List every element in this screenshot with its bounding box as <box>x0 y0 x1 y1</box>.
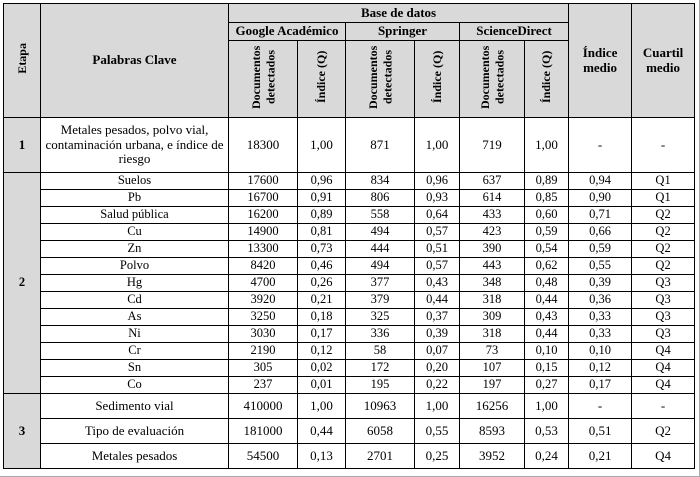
value-cell: 1,00 <box>415 118 460 173</box>
value-cell: 8593 <box>460 419 525 444</box>
value-cell: Q4 <box>632 360 695 377</box>
value-cell: 0,66 <box>569 224 632 241</box>
keyword-cell: Salud pública <box>41 207 229 224</box>
value-cell: 0,89 <box>298 207 346 224</box>
value-cell: 834 <box>346 173 415 190</box>
keywords-database-table <box>3 3 695 469</box>
value-cell: 0,94 <box>569 173 632 190</box>
value-cell: 0,55 <box>569 258 632 275</box>
table-row <box>4 207 695 224</box>
header-ga-indice: Índice (Q) <box>298 41 346 118</box>
value-cell: 18300 <box>229 118 298 173</box>
value-cell: 0,22 <box>415 377 460 394</box>
table-row <box>4 377 695 394</box>
value-cell: 0,26 <box>298 275 346 292</box>
value-cell: 107 <box>460 360 525 377</box>
value-cell: 0,46 <box>298 258 346 275</box>
value-cell: 181000 <box>229 419 298 444</box>
value-cell: 423 <box>460 224 525 241</box>
value-cell: 0,13 <box>298 444 346 469</box>
value-cell: 0,57 <box>415 258 460 275</box>
keyword-cell: Cd <box>41 292 229 309</box>
keyword-cell: Suelos <box>41 173 229 190</box>
table-row <box>4 241 695 258</box>
value-cell: 0,64 <box>415 207 460 224</box>
value-cell: 1,00 <box>298 394 346 419</box>
value-cell: 871 <box>346 118 415 173</box>
etapa-cell: 3 <box>4 394 41 469</box>
value-cell: 410000 <box>229 394 298 419</box>
value-cell: 614 <box>460 190 525 207</box>
value-cell: 0,17 <box>569 377 632 394</box>
etapa-cell: 1 <box>4 118 41 173</box>
table-row <box>4 258 695 275</box>
value-cell: 0,27 <box>525 377 569 394</box>
value-cell: 0,81 <box>298 224 346 241</box>
keyword-cell: Cr <box>41 343 229 360</box>
value-cell: 0,33 <box>569 326 632 343</box>
header-sp-documentos: Documentos detectados <box>346 41 415 118</box>
value-cell: 0,39 <box>569 275 632 292</box>
table-row <box>4 343 695 360</box>
value-cell: - <box>632 394 695 419</box>
value-cell: 195 <box>346 377 415 394</box>
value-cell: 8420 <box>229 258 298 275</box>
table-row <box>4 444 695 469</box>
value-cell: 0,44 <box>525 292 569 309</box>
value-cell: 0,93 <box>415 190 460 207</box>
table-row <box>4 275 695 292</box>
value-cell: 0,57 <box>415 224 460 241</box>
value-cell: 637 <box>460 173 525 190</box>
header-indice-medio: Índice medio <box>569 4 632 118</box>
value-cell: Q4 <box>632 343 695 360</box>
value-cell: Q2 <box>632 419 695 444</box>
value-cell: 0,10 <box>525 343 569 360</box>
value-cell: 0,96 <box>298 173 346 190</box>
value-cell: 0,85 <box>525 190 569 207</box>
table-row <box>4 309 695 326</box>
value-cell: 0,01 <box>298 377 346 394</box>
value-cell: 172 <box>346 360 415 377</box>
value-cell: 1,00 <box>298 118 346 173</box>
value-cell: 305 <box>229 360 298 377</box>
value-cell: 3952 <box>460 444 525 469</box>
keyword-cell: Pb <box>41 190 229 207</box>
value-cell: 3250 <box>229 309 298 326</box>
value-cell: 10963 <box>346 394 415 419</box>
value-cell: 58 <box>346 343 415 360</box>
value-cell: 73 <box>460 343 525 360</box>
value-cell: 1,00 <box>525 394 569 419</box>
value-cell: 719 <box>460 118 525 173</box>
value-cell: 17600 <box>229 173 298 190</box>
value-cell: 0,20 <box>415 360 460 377</box>
value-cell: 0,10 <box>569 343 632 360</box>
value-cell: 0,91 <box>298 190 346 207</box>
value-cell: 433 <box>460 207 525 224</box>
value-cell: 0,51 <box>569 419 632 444</box>
value-cell: 0,73 <box>298 241 346 258</box>
value-cell: 0,89 <box>525 173 569 190</box>
header-sd-indice: Índice (Q) <box>525 41 569 118</box>
value-cell: 0,43 <box>525 309 569 326</box>
value-cell: 379 <box>346 292 415 309</box>
value-cell: 197 <box>460 377 525 394</box>
keyword-cell: Sn <box>41 360 229 377</box>
value-cell: 0,60 <box>525 207 569 224</box>
value-cell: 390 <box>460 241 525 258</box>
value-cell: - <box>569 118 632 173</box>
value-cell: Q3 <box>632 292 695 309</box>
header-ga-documentos: Documentos detectados <box>229 41 298 118</box>
value-cell: Q2 <box>632 207 695 224</box>
header-db-google-academico: Google Académico <box>229 23 346 41</box>
value-cell: 2190 <box>229 343 298 360</box>
value-cell: 0,39 <box>415 326 460 343</box>
value-cell: Q3 <box>632 309 695 326</box>
value-cell: Q3 <box>632 326 695 343</box>
value-cell: 14900 <box>229 224 298 241</box>
value-cell: - <box>632 118 695 173</box>
value-cell: 1,00 <box>525 118 569 173</box>
value-cell: 1,00 <box>415 394 460 419</box>
keyword-cell: Metales pesados <box>41 444 229 469</box>
table-row <box>4 326 695 343</box>
value-cell: 336 <box>346 326 415 343</box>
value-cell: 0,53 <box>525 419 569 444</box>
keyword-cell: Metales pesados, polvo vial, contaminación urbana, e índice de riesgo <box>41 118 229 173</box>
value-cell: 0,48 <box>525 275 569 292</box>
value-cell: 558 <box>346 207 415 224</box>
value-cell: 0,36 <box>569 292 632 309</box>
value-cell: 377 <box>346 275 415 292</box>
value-cell: 0,71 <box>569 207 632 224</box>
value-cell: 0,02 <box>298 360 346 377</box>
table-row <box>4 394 695 419</box>
table-row <box>4 360 695 377</box>
value-cell: 0,59 <box>525 224 569 241</box>
table-row <box>4 173 695 190</box>
header-palabras-clave: Palabras Clave <box>41 4 229 118</box>
value-cell: 494 <box>346 258 415 275</box>
table-row <box>4 190 695 207</box>
table-header <box>4 4 695 118</box>
value-cell: 2701 <box>346 444 415 469</box>
value-cell: 444 <box>346 241 415 258</box>
etapa-cell: 2 <box>4 173 41 394</box>
value-cell: 0,44 <box>415 292 460 309</box>
value-cell: 0,33 <box>569 309 632 326</box>
value-cell: 494 <box>346 224 415 241</box>
value-cell: 3920 <box>229 292 298 309</box>
value-cell: Q1 <box>632 173 695 190</box>
table-row <box>4 419 695 444</box>
value-cell: 0,59 <box>569 241 632 258</box>
value-cell: 0,44 <box>525 326 569 343</box>
header-cuartil-medio: Cuartil medio <box>632 4 695 118</box>
value-cell: 309 <box>460 309 525 326</box>
value-cell: 0,24 <box>525 444 569 469</box>
value-cell: Q2 <box>632 224 695 241</box>
header-etapa <box>4 4 41 118</box>
value-cell: 325 <box>346 309 415 326</box>
value-cell: 806 <box>346 190 415 207</box>
value-cell: Q4 <box>632 377 695 394</box>
keyword-cell: As <box>41 309 229 326</box>
value-cell: Q3 <box>632 275 695 292</box>
value-cell: 0,18 <box>298 309 346 326</box>
value-cell: 0,54 <box>525 241 569 258</box>
value-cell: 0,21 <box>298 292 346 309</box>
value-cell: Q2 <box>632 258 695 275</box>
header-sd-documentos: Documentos detectados <box>460 41 525 118</box>
value-cell: 0,43 <box>415 275 460 292</box>
value-cell: 0,44 <box>298 419 346 444</box>
value-cell: Q2 <box>632 241 695 258</box>
keyword-cell: Hg <box>41 275 229 292</box>
value-cell: 318 <box>460 292 525 309</box>
table-row <box>4 224 695 241</box>
value-cell: 0,21 <box>569 444 632 469</box>
keyword-cell: Tipo de evaluación <box>41 419 229 444</box>
keyword-cell: Zn <box>41 241 229 258</box>
value-cell: 16700 <box>229 190 298 207</box>
keyword-cell: Ni <box>41 326 229 343</box>
value-cell: 0,37 <box>415 309 460 326</box>
value-cell: 348 <box>460 275 525 292</box>
value-cell: 3030 <box>229 326 298 343</box>
value-cell: 0,12 <box>569 360 632 377</box>
header-db-sciencedirect: ScienceDirect <box>460 23 569 41</box>
value-cell: 0,90 <box>569 190 632 207</box>
value-cell: 443 <box>460 258 525 275</box>
header-db-springer: Springer <box>346 23 460 41</box>
keyword-cell: Sedimento vial <box>41 394 229 419</box>
value-cell: 318 <box>460 326 525 343</box>
value-cell: 0,62 <box>525 258 569 275</box>
header-sp-indice: Índice (Q) <box>415 41 460 118</box>
keyword-cell: Cu <box>41 224 229 241</box>
value-cell: 16256 <box>460 394 525 419</box>
table-body <box>4 118 695 469</box>
value-cell: Q1 <box>632 190 695 207</box>
header-base-de-datos: Base de datos <box>229 4 569 23</box>
keyword-cell: Co <box>41 377 229 394</box>
header-row-top <box>4 4 695 23</box>
value-cell: 0,15 <box>525 360 569 377</box>
header-etapa-label: Etapa <box>14 43 29 74</box>
value-cell: - <box>569 394 632 419</box>
value-cell: 4700 <box>229 275 298 292</box>
value-cell: 0,25 <box>415 444 460 469</box>
value-cell: 6058 <box>346 419 415 444</box>
value-cell: 0,07 <box>415 343 460 360</box>
keyword-cell: Polvo <box>41 258 229 275</box>
value-cell: 13300 <box>229 241 298 258</box>
table-row <box>4 292 695 309</box>
value-cell: 16200 <box>229 207 298 224</box>
value-cell: 0,17 <box>298 326 346 343</box>
value-cell: 237 <box>229 377 298 394</box>
value-cell: 0,12 <box>298 343 346 360</box>
value-cell: Q4 <box>632 444 695 469</box>
table-row <box>4 118 695 173</box>
value-cell: 54500 <box>229 444 298 469</box>
value-cell: 0,55 <box>415 419 460 444</box>
value-cell: 0,96 <box>415 173 460 190</box>
value-cell: 0,51 <box>415 241 460 258</box>
